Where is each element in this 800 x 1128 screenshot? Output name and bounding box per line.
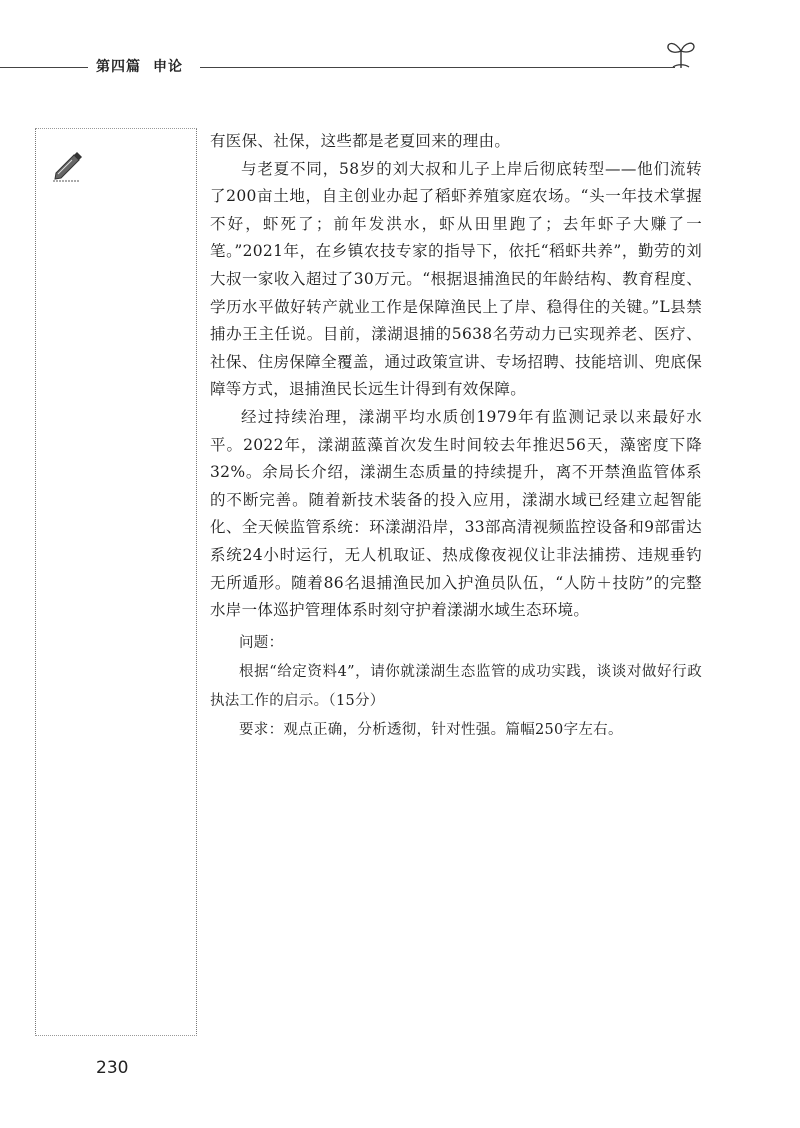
paragraph-2: 与老夏不同，58岁的刘大叔和儿子上岸后彻底转型——他们流转了200亩土地，自主创业办起了稻虾养殖家庭农场。“头一年技术掌握不好，虾死了；前年发洪水，虾从田里跑了；去年虾子大赚了一笔。”2021年，在乡镇农技专家的指导下，依托“稻虾共养”，勤劳的刘大叔一家收入超过了30万元。“根据退捕渔民的年龄结构、教育程度、学历水平做好转产就业工作是保障渔民上了岸、稳得住的关键。”L县禁捕办王主任说。目前，漾湖退捕的5638名劳动力已实现养老、医疗、社保、住房保障全覆盖，通过政策宣讲、专场招聘、技能培训、兜底保障等方式，退捕渔民长远生计得到有效保障。 <box>210 159 702 399</box>
question-section <box>210 629 702 745</box>
question-label: 问题： <box>239 634 284 651</box>
question-prompt: 根据“给定资料4”，请你就漾湖生态监管的成功实践，谈谈对做好行政执法工作的启示。（15分） <box>210 663 702 709</box>
sprout-icon <box>664 38 698 70</box>
page-header <box>0 52 800 82</box>
paragraph-3: 经过持续治理，漾湖平均水质创1979年有监测记录以来最好水平。2022年，漾湖蓝藻首次发生时间较去年推迟56天，藻密度下降32%。余局长介绍，漾湖生态质量的持续提升，离不开禁渔监管体系的不断完善。随着新技术装备的投入应用，漾湖水域已经建立起智能化、全天候监管系统：环漾湖沿岸，33部高清视频监控设备和9部雷达系统24小时运行，无人机取证、热成像夜视仪让非法捕捞、违规垂钓无所遁形。随着86名退捕渔民加入护渔员队伍，“人防＋技防”的完整水岸一体巡护管理体系时刻守护着漾湖水域生态环境。 <box>210 407 702 620</box>
header-rule-right <box>200 67 675 68</box>
pen-icon <box>50 147 86 183</box>
question-requirement: 要求：观点正确，分析透彻，针对性强。篇幅250字左右。 <box>239 721 623 738</box>
subject-label: 申论 <box>153 59 183 75</box>
notes-margin <box>35 128 197 1036</box>
section-title <box>96 56 183 76</box>
header-rule-left <box>0 67 88 68</box>
paragraph-1: 有医保、社保，这些都是老夏回来的理由。 <box>210 132 511 150</box>
main-text <box>210 128 702 745</box>
page-number: 230 <box>96 1058 129 1078</box>
part-label: 第四篇 <box>96 59 141 75</box>
